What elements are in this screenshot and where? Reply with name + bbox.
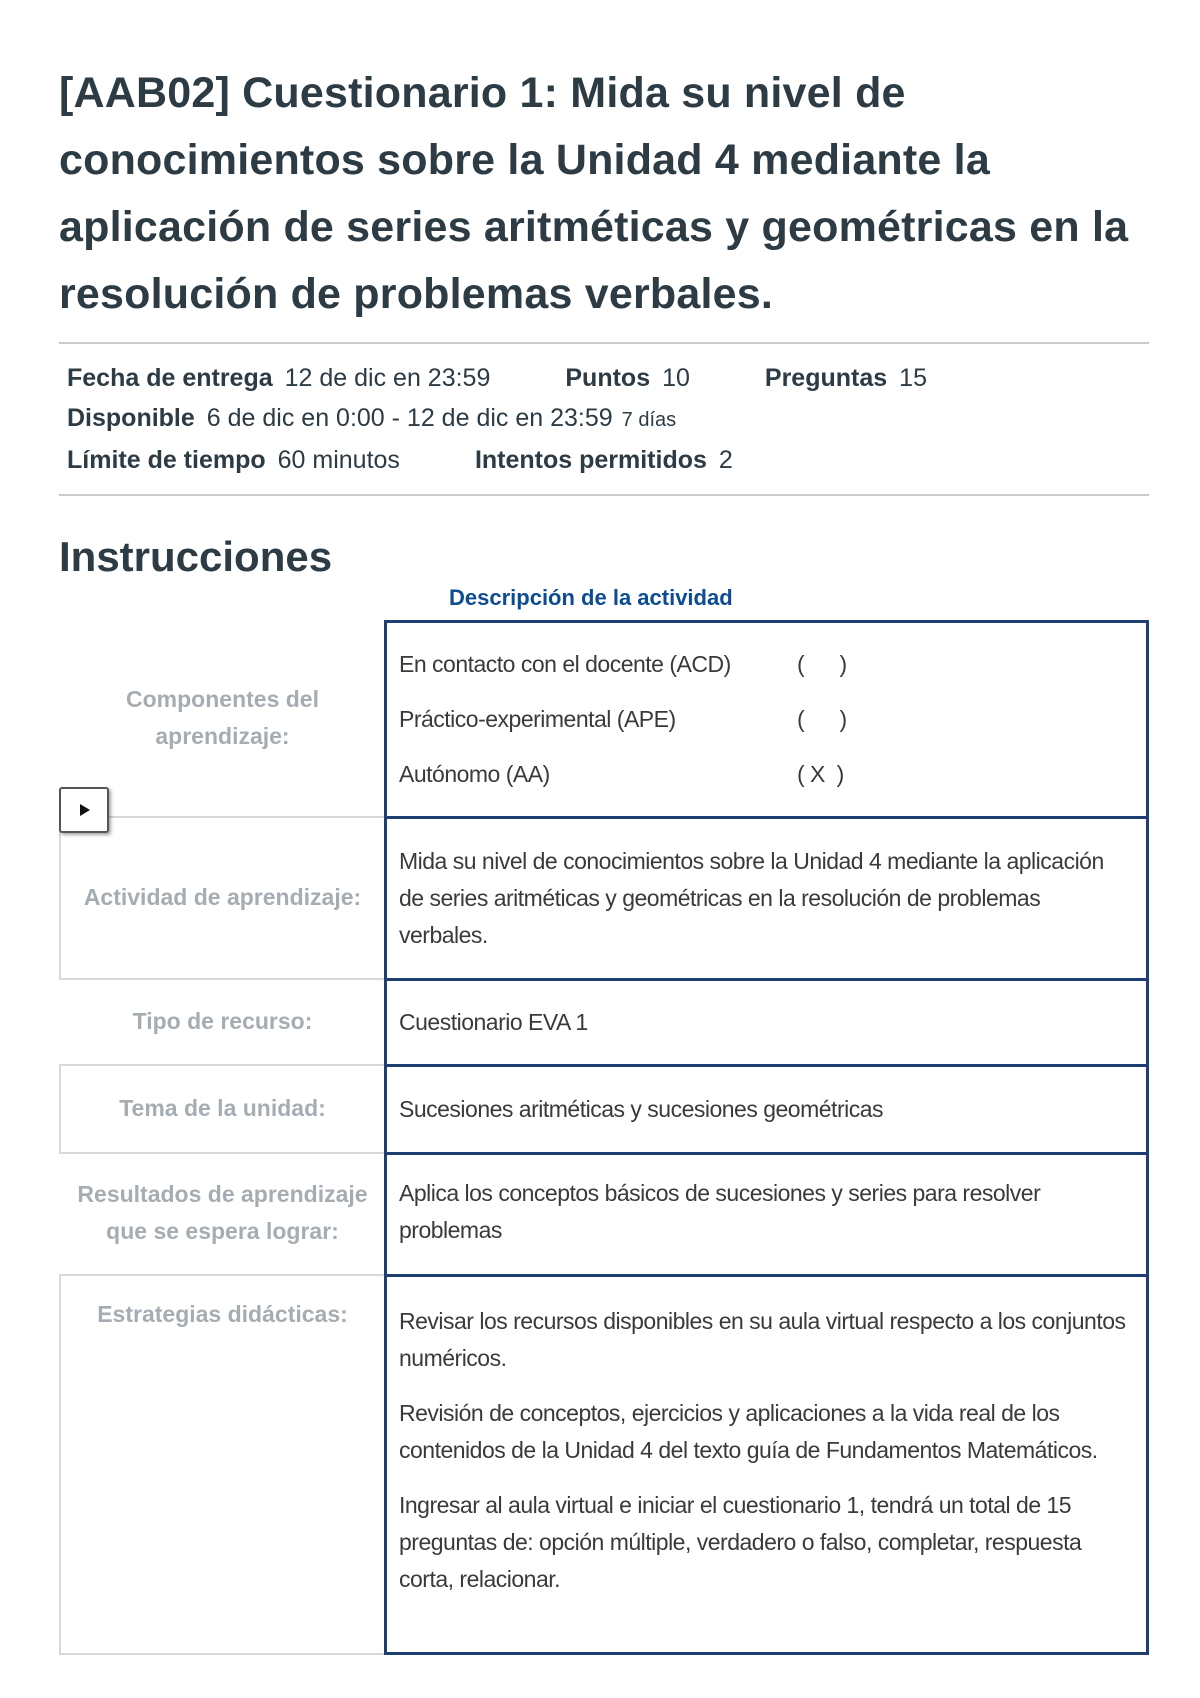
component-option-label: Autónomo (AA) bbox=[399, 761, 550, 787]
table-row bbox=[59, 978, 1149, 1064]
component-option bbox=[399, 637, 1134, 692]
time-limit-label: Límite de tiempo bbox=[67, 446, 266, 474]
quiz-details bbox=[59, 344, 1149, 494]
topic-label: Tema de la unidad: bbox=[59, 1064, 384, 1152]
table-row bbox=[59, 1274, 1149, 1655]
strategies-cell bbox=[384, 1274, 1149, 1655]
divider bbox=[59, 494, 1149, 496]
play-icon bbox=[76, 802, 92, 818]
attempts-label: Intentos permitidos bbox=[474, 446, 707, 474]
strategy-paragraph: Ingresar al aula virtual e iniciar el cuestionario 1, tendrá un total de 15 preguntas de: opción múltiple, verdadero o falso, completar, respuesta corta, relacionar. bbox=[399, 1492, 1082, 1592]
components-label: Componentes del aprendizaje: bbox=[126, 686, 319, 749]
component-option-mark: ( ) bbox=[797, 651, 847, 677]
table-row bbox=[59, 620, 1149, 816]
component-option bbox=[399, 747, 1134, 802]
activity-table bbox=[59, 620, 1149, 1655]
table-row bbox=[59, 1064, 1149, 1152]
components-cell bbox=[384, 620, 1149, 816]
component-option-label: Práctico-experimental (APE) bbox=[399, 706, 676, 732]
outcomes-value: Aplica los conceptos básicos de sucesiones y series para resolver problemas bbox=[384, 1152, 1149, 1274]
points-value: 10 bbox=[662, 364, 690, 392]
due-value: 12 de dic en 23:59 bbox=[284, 364, 491, 392]
table-caption: Descripción de la actividad bbox=[449, 585, 733, 610]
time-limit-value: 60 minutos bbox=[277, 446, 400, 474]
table-row bbox=[59, 1152, 1149, 1274]
available-label: Disponible bbox=[67, 404, 195, 432]
strategies-label: Estrategias didácticas: bbox=[59, 1274, 384, 1655]
questions-label: Preguntas bbox=[764, 364, 888, 392]
points-label: Puntos bbox=[565, 364, 651, 392]
instructions-heading: Instrucciones bbox=[59, 533, 333, 580]
activity-value: Mida su nivel de conocimientos sobre la Unidad 4 mediante la aplicación de series aritméticas y geométricas en la resolución de problemas verbales. bbox=[384, 816, 1149, 978]
resource-value: Cuestionario EVA 1 bbox=[384, 978, 1149, 1064]
topic-value: Sucesiones aritméticas y sucesiones geométricas bbox=[384, 1064, 1149, 1152]
attempts-value: 2 bbox=[718, 446, 733, 474]
resource-label: Tipo de recurso: bbox=[132, 1007, 313, 1034]
page-title: [AAB02] Cuestionario 1: Mida su nivel de conocimientos sobre la Unidad 4 mediante la aplicación de series aritméticas y geométricas en la resolución de problemas verbales. bbox=[59, 69, 1129, 318]
available-value: 6 de dic en 0:00 - 12 de dic en 23:59 bbox=[206, 404, 613, 432]
strategy-paragraph: Revisión de conceptos, ejercicios y aplicaciones a la vida real de los contenidos de la Unidad 4 del texto guía de Fundamentos Matemáticos. bbox=[399, 1400, 1098, 1463]
available-days: 7 días bbox=[621, 409, 677, 431]
strategy-paragraph: Revisar los recursos disponibles en su aula virtual respecto a los conjuntos numéricos. bbox=[399, 1308, 1126, 1371]
component-option bbox=[399, 692, 1134, 747]
play-button[interactable] bbox=[59, 787, 109, 833]
outcomes-label: Resultados de aprendizaje que se espera lograr: bbox=[77, 1181, 368, 1244]
table-row bbox=[59, 816, 1149, 978]
component-option-mark: ( X ) bbox=[797, 761, 844, 787]
component-option-label: En contacto con el docente (ACD) bbox=[399, 651, 731, 677]
questions-value: 15 bbox=[899, 364, 927, 392]
due-label: Fecha de entrega bbox=[67, 364, 273, 392]
quiz-page bbox=[59, 60, 1149, 1592]
activity-label: Actividad de aprendizaje: bbox=[59, 816, 384, 978]
component-option-mark: ( ) bbox=[797, 706, 847, 732]
